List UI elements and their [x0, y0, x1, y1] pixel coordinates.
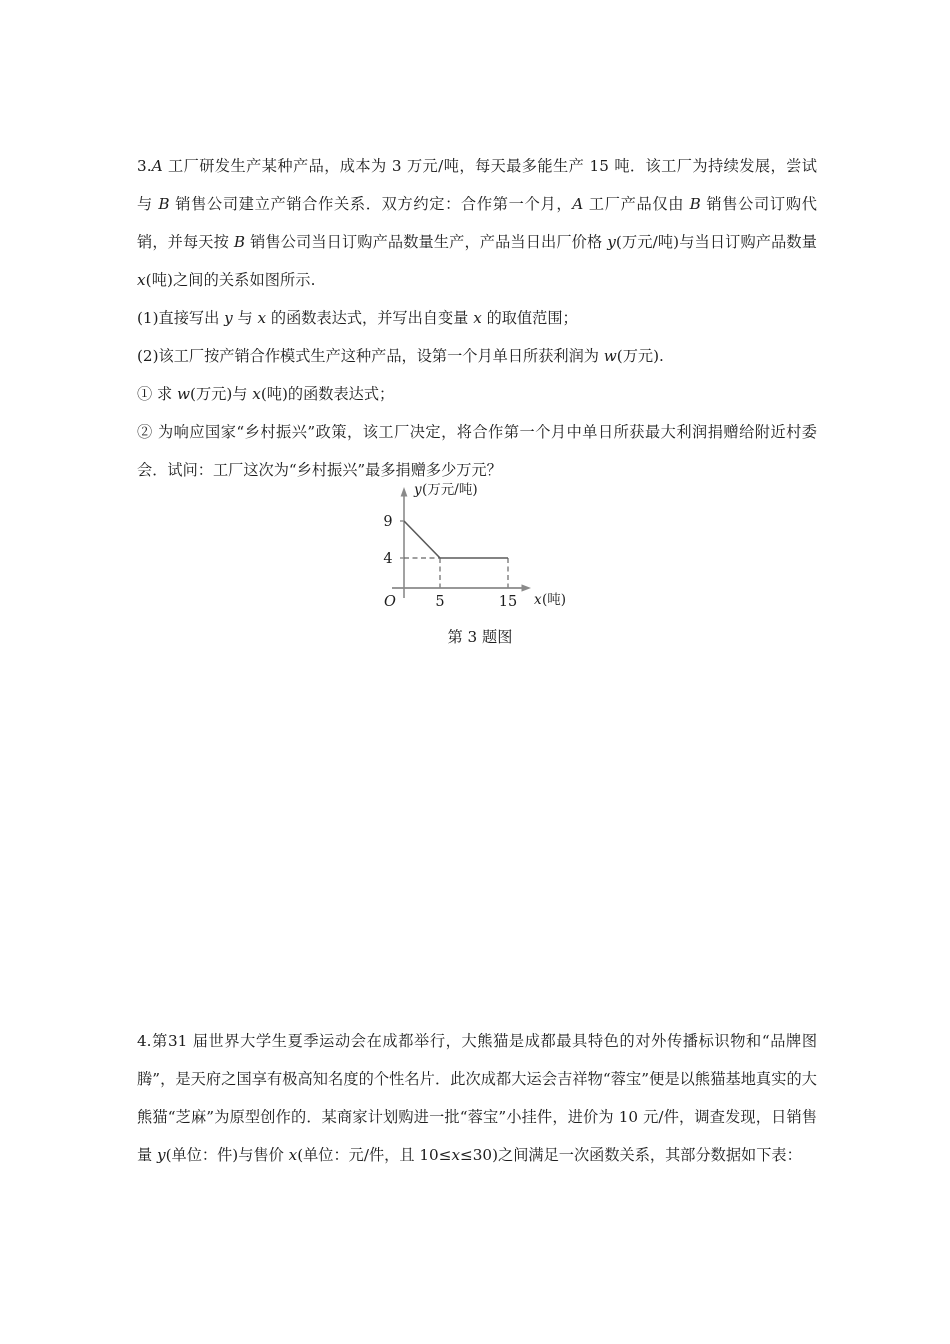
sub1-var-x-2: x: [473, 309, 482, 327]
max-output-value: 15: [589, 157, 610, 175]
p4-var-x-2: x: [451, 1146, 461, 1164]
problem-4-stem: [137, 1022, 817, 1174]
p4-run-5: 元/件，调查发现，日销售量: [137, 1108, 817, 1164]
sub2-run-0: (2)该工厂按产销合作模式生产这种产品，设第一个月单日所获利润为: [137, 347, 604, 365]
sub2a-run-4: (吨)的函数表达式；: [260, 385, 395, 403]
function-curve: [404, 521, 508, 558]
sub1-run-2: 与: [232, 309, 258, 327]
problem-3-sub-1: [137, 299, 817, 337]
sub2a-run-0: ① 求: [137, 385, 178, 403]
y-tick-label-9: 9: [383, 514, 393, 530]
stem-run-8: 销售公司建立产销合作关系．双方约定：合作第一个月，: [169, 195, 573, 213]
p4-var-x: x: [288, 1146, 298, 1164]
x-axis-symbol-label: x: [534, 592, 542, 608]
p4-run-13: 之间满足一次函数关系，其部分数据如下表：: [498, 1146, 802, 1164]
stem-run-2: 工厂研发生产某种产品，成本为: [162, 157, 392, 175]
universiade-edition: 31: [167, 1032, 188, 1050]
p4-run-9: (单位：元/件，且: [297, 1146, 420, 1164]
y-axis-arrow: [401, 487, 408, 497]
figure-caption: 第 3 题图: [447, 628, 513, 646]
x-axis-unit-label: (吨): [542, 592, 567, 608]
y-axis-unit-label: (万元/吨): [422, 482, 478, 498]
problem-3-sub-2a: [137, 375, 817, 413]
variable-y-1: y: [607, 233, 616, 251]
stem-run-16: (万元/吨)与当日订购产品数量: [615, 233, 818, 251]
sub1-run-6: 的取值范围；: [481, 309, 578, 327]
sub2a-var-x: x: [252, 385, 261, 403]
factory-a-symbol: A: [151, 157, 163, 175]
sub2a-run-2: (万元)与: [190, 385, 253, 403]
company-b-symbol-2: B: [689, 195, 701, 213]
problem-4-number: 4.: [137, 1032, 152, 1050]
origin-label: O: [384, 594, 396, 610]
price-quantity-graph: [370, 478, 590, 628]
sub2a-var-w: w: [177, 385, 191, 403]
sub1-var-x: x: [257, 309, 267, 327]
problem-3-figure: [370, 478, 590, 658]
x-tick-label-5: 5: [435, 594, 445, 610]
problem-3-stem: [137, 147, 817, 299]
y-tick-label-4: 4: [383, 551, 393, 567]
p4-range-upper: ≤30): [460, 1146, 498, 1164]
stem-run-4: 万元/吨，每天最多能生产: [401, 157, 590, 175]
p4-run-3: 届世界大学生夏季运动会在成都举行，大熊猫是成都最具特色的对外传播标识物和“品牌图腾”，是天府之国享有极高知名度的个性名片．此次成都大运会吉祥物“蓉宝”便是以熊猫基地真实的大熊猫“芝麻”为原型创作的．某商家计划购进一批“蓉宝”小挂件，进价为: [137, 1032, 818, 1126]
sub1-run-0: (1)直接写出: [137, 309, 225, 327]
stem-run-6: 吨．该工厂为持续发展，尝试与: [137, 157, 817, 213]
purchase-price: 10: [618, 1108, 639, 1126]
sub2-var-w: w: [603, 347, 617, 365]
stem-run-18: (吨)之间的关系如图所示.: [145, 271, 316, 289]
company-b-symbol-1: B: [158, 195, 170, 213]
sub1-run-4: 的函数表达式，并写出自变量: [266, 309, 474, 327]
company-b-symbol-3: B: [233, 233, 246, 251]
y-axis-symbol-label: y: [414, 482, 422, 498]
problem-3-block: [137, 147, 817, 489]
sub2-run-2: (万元).: [616, 347, 664, 365]
p4-run-7: (单位：件)与售价: [165, 1146, 289, 1164]
stem-run-10: 工厂产品仅由: [583, 195, 690, 213]
variable-x-1: x: [137, 271, 146, 289]
problem-4-block: [137, 1022, 817, 1174]
factory-a-symbol-2: A: [572, 195, 584, 213]
stem-run-14: 销售公司当日订购产品数量生产，产品当日出厂价格: [245, 233, 608, 251]
x-axis-arrow: [522, 584, 532, 591]
problem-3-number: 3.: [137, 157, 152, 175]
stem-run-12: 销售公司订购代销，并每天按: [137, 195, 817, 251]
x-tick-label-15: 15: [498, 594, 518, 610]
p4-var-y: y: [157, 1146, 166, 1164]
p4-run-1: 第: [151, 1032, 168, 1050]
sub2b-run-0: ② 为响应国家“乡村振兴”政策，该工厂决定，将合作第一个月中单日所获最大利润捐赠给附近村委会．试问：工厂这次为“乡村振兴”最多捐赠多少万元？: [137, 423, 817, 479]
sub1-var-y: y: [224, 309, 233, 327]
problem-3-sub-2: [137, 337, 817, 375]
p4-range-lower: 10≤: [419, 1146, 452, 1164]
cost-value: 3: [391, 157, 402, 175]
